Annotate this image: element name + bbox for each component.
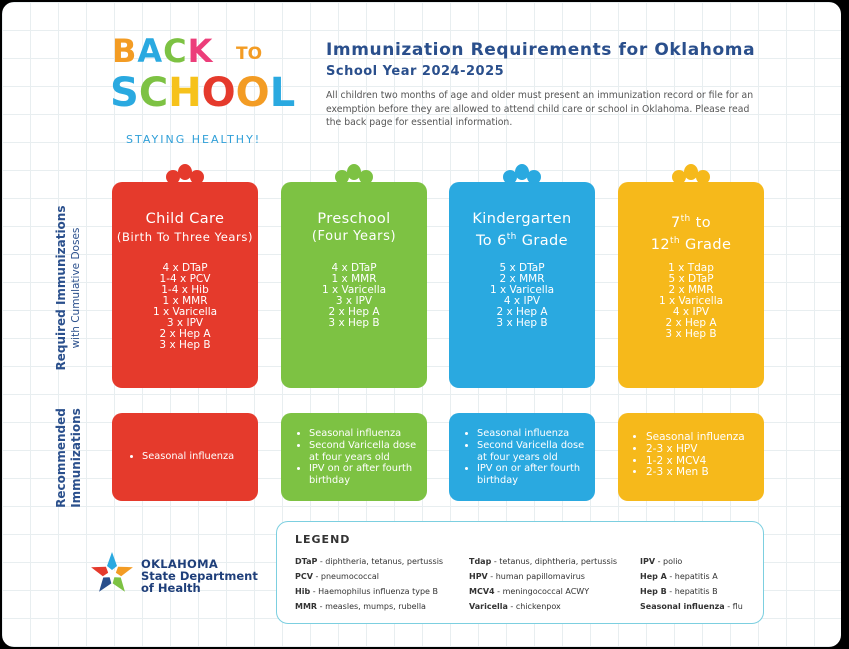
vaccine-item: 3 x Hep B — [159, 339, 211, 351]
legend-abbr: Hib — [295, 587, 311, 596]
recommended-item: • 1-2 x MCV4 — [646, 456, 764, 468]
legend-desc: - measles, mumps, rubella — [317, 602, 426, 611]
logo-letter: C — [138, 70, 169, 116]
recommended-item: • Seasonal influenza — [142, 451, 258, 463]
legend-desc: - flu — [724, 602, 743, 611]
legend-abbr: Hep A — [640, 572, 667, 581]
card-title — [281, 210, 427, 246]
recommended-item: • Second Varicella dose at four years old — [477, 440, 595, 464]
card-7th-12th-grade — [618, 182, 764, 388]
bow-decoration — [331, 164, 377, 188]
card-title-line2 — [618, 232, 764, 254]
osdh-star-icon — [88, 550, 136, 598]
title-text: to — [690, 214, 712, 231]
legend-desc: - hepatitis B — [666, 587, 718, 596]
legend-entry — [469, 584, 617, 599]
osdh-line1: OKLAHOMA — [141, 557, 219, 571]
legend-desc: - tetanus, diphtheria, pertussis — [491, 557, 618, 566]
vaccine-item: 2 x MMR — [499, 273, 545, 285]
card-preschool — [281, 182, 427, 388]
vaccine-item: 2 x Hep A — [328, 306, 380, 318]
legend-abbr: DTaP — [295, 557, 318, 566]
legend-entry — [469, 599, 617, 614]
vaccine-item: 4 x IPV — [503, 295, 541, 307]
recommended-label-line2: Immunizations — [69, 408, 83, 508]
bow-decoration — [499, 164, 545, 188]
legend-abbr: MCV4 — [469, 587, 495, 596]
logo-letter: B — [112, 32, 138, 70]
logo-letter: C — [163, 32, 188, 70]
vaccine-item: 3 x IPV — [166, 317, 204, 329]
legend-entry — [295, 599, 443, 614]
logo-letter: O — [235, 70, 270, 116]
card-title — [618, 210, 764, 254]
vaccine-list — [112, 263, 258, 351]
legend-entry — [640, 554, 743, 569]
recommended-item: • IPV on or after fourth birthday — [309, 463, 427, 487]
legend-abbr: Varicella — [469, 602, 508, 611]
bow-decoration — [162, 164, 208, 188]
vaccine-item: 1 x Varicella — [489, 284, 555, 296]
title-text: Grade — [680, 236, 732, 253]
recommended-7th-12th-grade — [618, 413, 764, 501]
logo-letter: K — [187, 32, 214, 70]
vaccine-item: 2 x Hep A — [159, 328, 211, 340]
card-subtitle: (Birth To Three Years) — [116, 230, 254, 244]
legend-entry — [295, 569, 443, 584]
legend-abbr: PCV — [295, 572, 313, 581]
legend-column-1 — [295, 554, 443, 614]
logo-tagline: STAYING HEALTHY! — [126, 133, 262, 146]
legend-entry — [640, 599, 743, 614]
recommended-child-care — [112, 413, 258, 501]
logo-letter: L — [269, 70, 296, 116]
title-superscript: th — [670, 235, 681, 246]
legend-box — [276, 521, 764, 624]
vaccine-item: 2 x Hep A — [496, 306, 548, 318]
flyer-page — [2, 2, 841, 647]
vaccine-item: 3 x Hep B — [328, 317, 380, 329]
logo-letter: O — [201, 70, 236, 116]
vaccine-item: 5 x DTaP — [668, 273, 714, 285]
recommended-preschool — [281, 413, 427, 501]
vaccine-item: 1-4 x PCV — [159, 273, 211, 285]
vaccine-item: 3 x Hep B — [665, 328, 717, 340]
recommended-label-line1: Recommended — [54, 408, 68, 508]
legend-entry — [469, 554, 617, 569]
legend-title: LEGEND — [295, 533, 351, 546]
legend-abbr: IPV — [640, 557, 656, 566]
card-title-line1: Preschool — [317, 211, 391, 227]
intro-paragraph: All children two months of age and older must present an immunization record or file for an exemption before they are allowed to attend child care or school in Oklahoma. Please read the back page for essential information. — [326, 90, 754, 128]
recommended-item: • 2-3 x Men B — [646, 467, 764, 479]
logo-letter: A — [137, 32, 164, 70]
vaccine-list — [281, 263, 427, 329]
legend-abbr: Tdap — [469, 557, 492, 566]
osdh-line2: State Department — [141, 569, 258, 583]
vaccine-item: 3 x Hep B — [496, 317, 548, 329]
logo-school-word — [110, 70, 295, 116]
osdh-name — [141, 558, 258, 594]
recommended-item: • Seasonal influenza — [646, 432, 764, 444]
bow-decoration — [668, 164, 714, 188]
vaccine-list — [449, 263, 595, 329]
card-child-care — [112, 182, 258, 388]
recommended-item: • IPV on or after fourth birthday — [477, 463, 595, 487]
vaccine-item: 4 x DTaP — [331, 262, 377, 274]
legend-desc: - hepatitis A — [666, 572, 718, 581]
vaccine-item: 4 x DTaP — [162, 262, 208, 274]
vaccine-item: 1 x Varicella — [152, 306, 218, 318]
card-title — [112, 210, 258, 246]
legend-entry — [640, 569, 743, 584]
recommended-item: • Seasonal influenza — [477, 428, 595, 440]
legend-desc: - polio — [655, 557, 683, 566]
legend-entry — [295, 584, 443, 599]
vaccine-item: 5 x DTaP — [499, 262, 545, 274]
card-title-line1 — [618, 210, 764, 232]
page-title: Immunization Requirements for Oklahoma — [326, 40, 756, 60]
vaccine-item: 2 x Hep A — [665, 317, 717, 329]
required-label-line2: with Cumulative Doses — [70, 227, 82, 349]
title-superscript: th — [680, 214, 691, 224]
logo-back-word — [112, 32, 213, 70]
card-kindergarten — [449, 182, 595, 388]
vaccine-item: 4 x IPV — [672, 306, 710, 318]
legend-abbr: Seasonal influenza — [640, 602, 725, 611]
vaccine-item: 1-4 x Hib — [161, 284, 209, 296]
vaccine-list — [618, 263, 764, 340]
required-label-line1: Required Immunizations — [54, 205, 68, 371]
legend-desc: - meningococcal ACWY — [494, 587, 590, 596]
vaccine-item: 3 x IPV — [335, 295, 373, 307]
osdh-logo — [88, 550, 258, 600]
logo-letter: H — [168, 70, 202, 116]
recommended-kindergarten — [449, 413, 595, 501]
card-title-line1: Child Care — [145, 211, 225, 227]
logo-letter: S — [110, 70, 139, 116]
card-subtitle: (Four Years) — [311, 229, 397, 244]
card-title — [449, 210, 595, 250]
title-text: To 6 — [476, 232, 507, 249]
osdh-line3: of Health — [141, 581, 201, 595]
legend-column-2 — [469, 554, 617, 614]
legend-column-3 — [640, 554, 743, 614]
logo-to-word: TO — [236, 44, 263, 64]
legend-entry — [469, 569, 617, 584]
title-text: 7 — [670, 214, 681, 231]
legend-desc: - chickenpox — [507, 602, 561, 611]
legend-desc: - Haemophilus influenza type B — [310, 587, 438, 596]
legend-desc: - human papillomavirus — [487, 572, 585, 581]
legend-desc: - diphtheria, tetanus, pertussis — [317, 557, 444, 566]
card-title-line1: Kindergarten — [472, 211, 572, 227]
legend-abbr: HPV — [469, 572, 488, 581]
back-to-school-logo — [108, 32, 296, 152]
legend-entry — [295, 554, 443, 569]
title-superscript: th — [506, 232, 517, 242]
title-text: 12 — [650, 236, 670, 253]
legend-abbr: Hep B — [640, 587, 667, 596]
card-title-line2 — [449, 228, 595, 250]
vaccine-item: 1 x MMR — [331, 273, 377, 285]
recommended-item: • 2-3 x HPV — [646, 444, 764, 456]
recommended-item: • Seasonal influenza — [309, 428, 427, 440]
recommended-item: • Second Varicella dose at four years old — [309, 440, 427, 464]
vaccine-item: 1 x Tdap — [668, 262, 714, 274]
title-text: Grade — [516, 232, 568, 249]
vaccine-item: 1 x MMR — [162, 295, 208, 307]
legend-desc: - pneumococcal — [312, 572, 379, 581]
vaccine-item: 1 x Varicella — [658, 295, 724, 307]
vaccine-item: 2 x MMR — [668, 284, 714, 296]
vaccine-item: 1 x Varicella — [321, 284, 387, 296]
legend-abbr: MMR — [295, 602, 318, 611]
legend-entry — [640, 584, 743, 599]
page-subtitle: School Year 2024-2025 — [326, 64, 505, 79]
